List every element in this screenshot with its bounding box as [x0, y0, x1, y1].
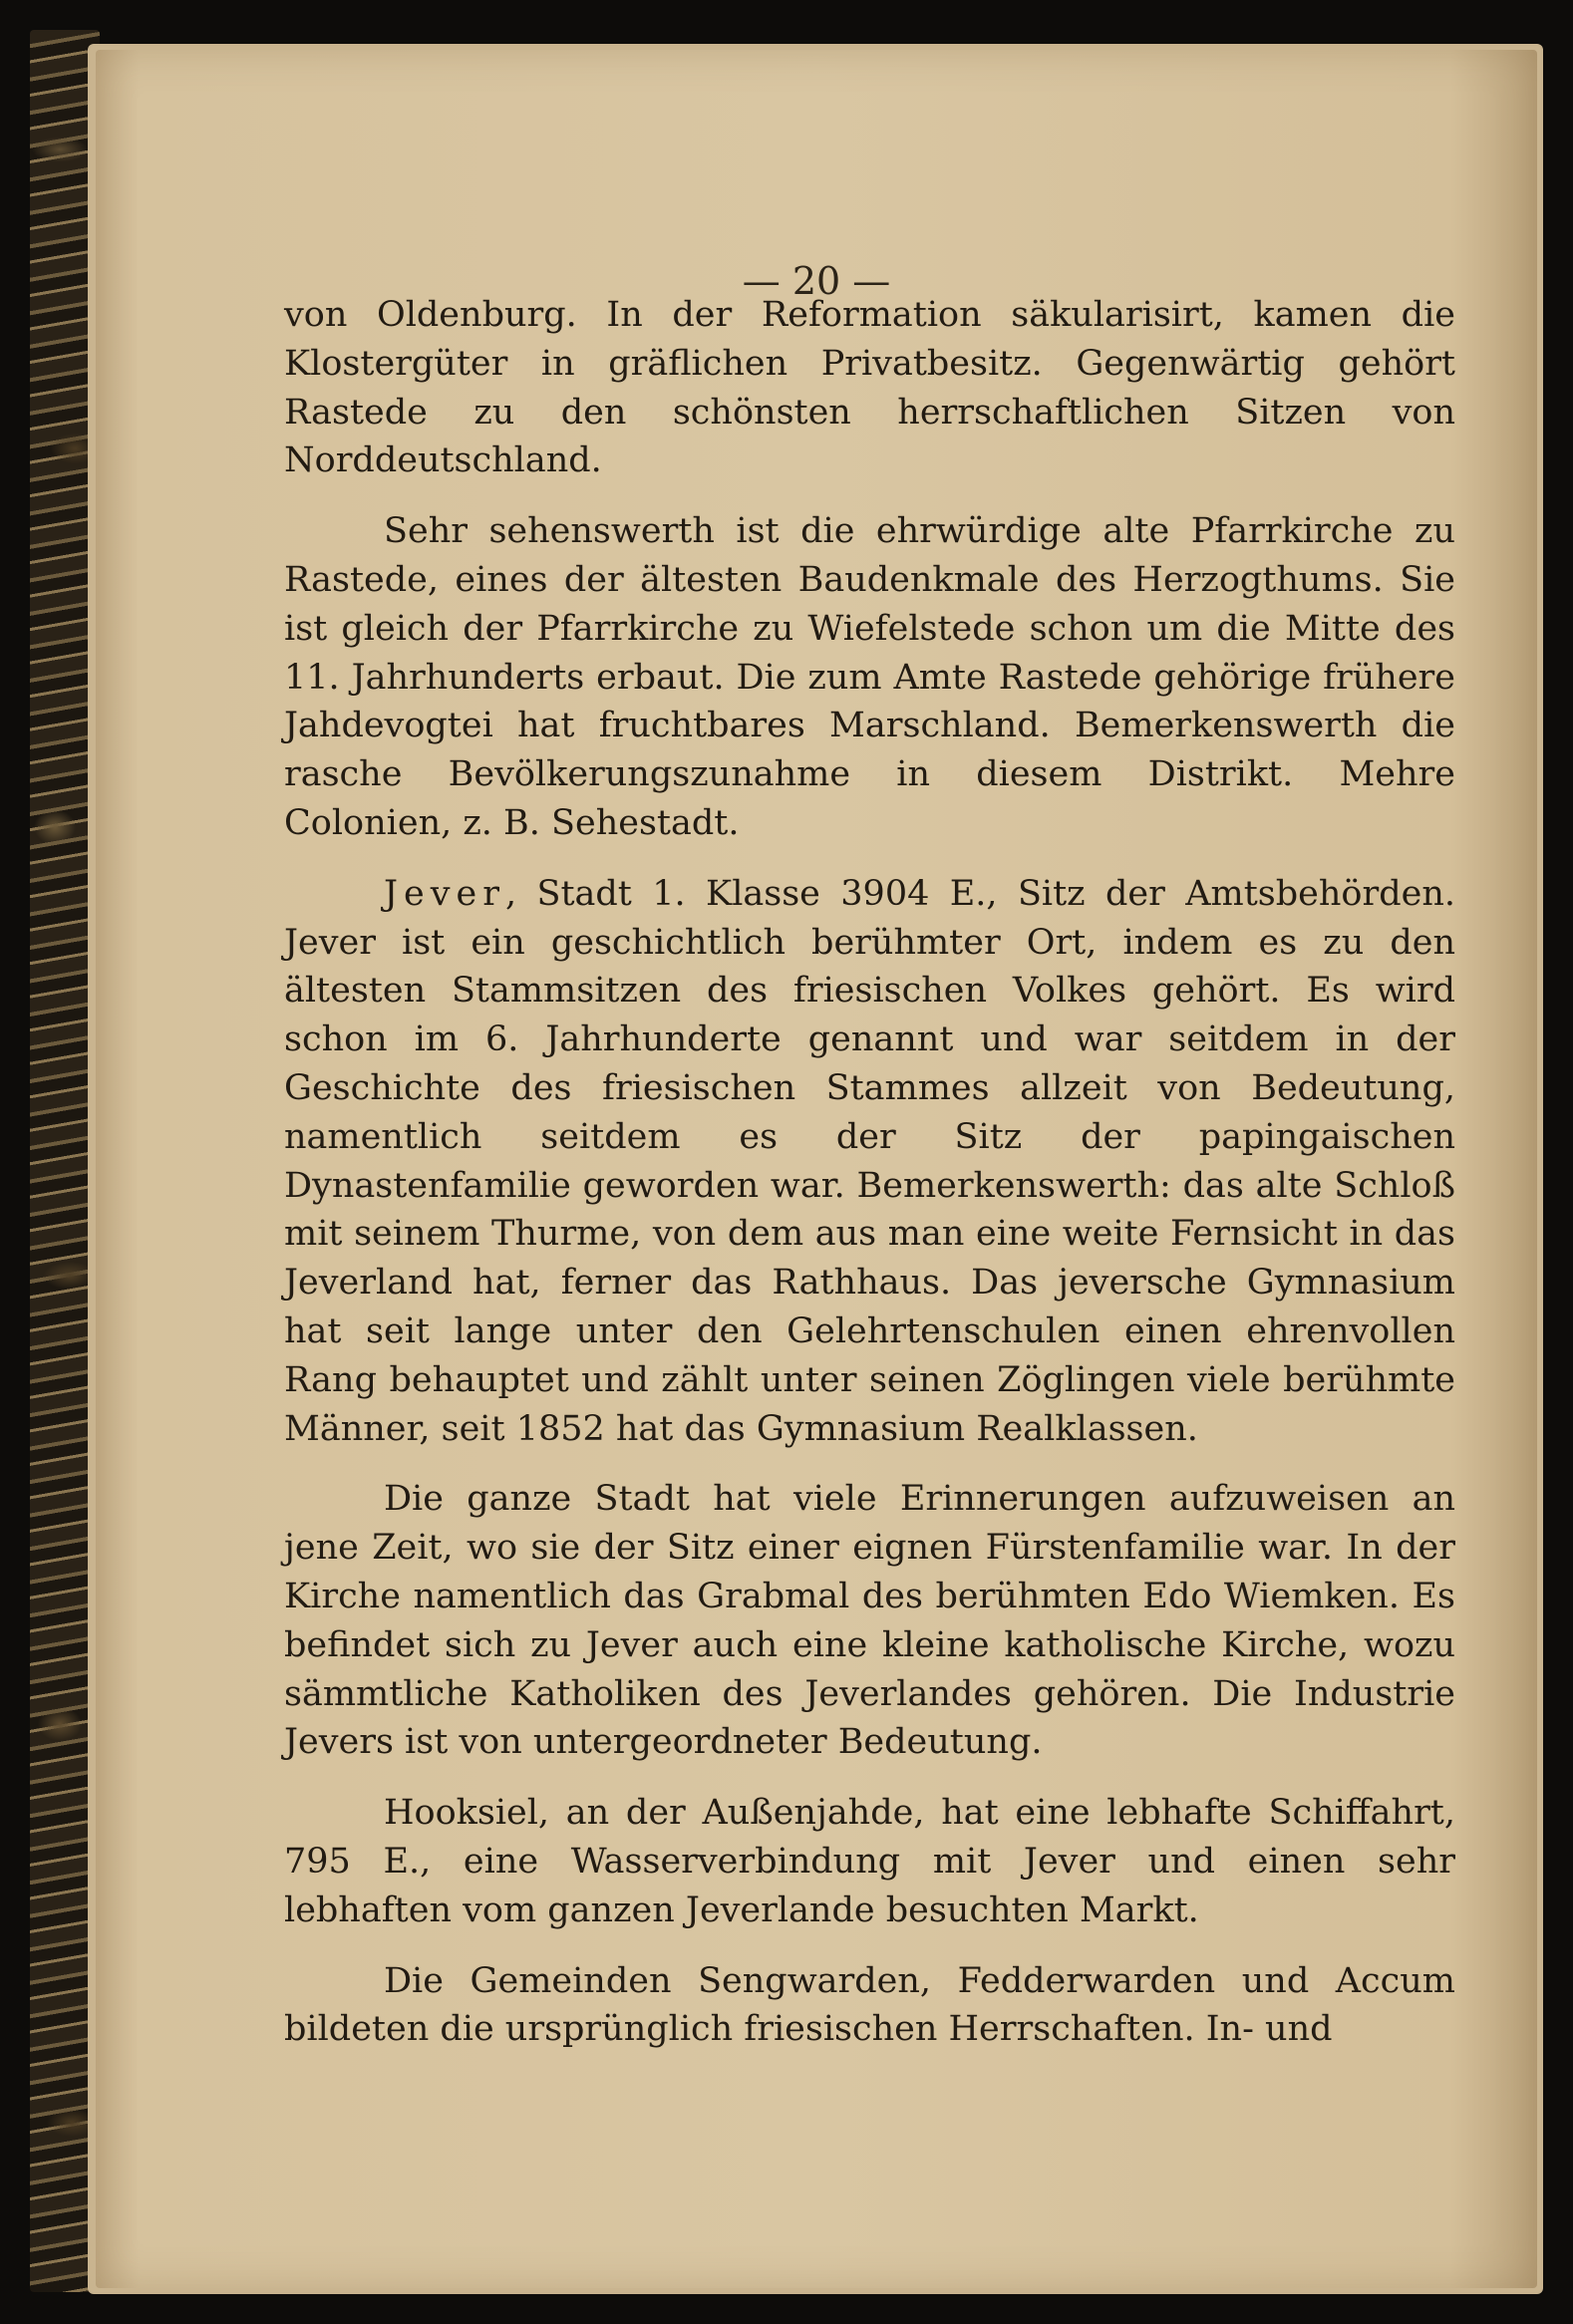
- page-text: [284, 291, 1455, 2054]
- paragraph-2: Sehr sehenswerth ist die ehrwürdige alte Pfarrkirche zu Rastede, eines der ältesten Baudenkmale des Herzogthums. Sie ist gleich der Pfarrkirche zu Wiefelstede schon um die Mitte des 11. Jahrhunderts erbaut. Die zum Amte Rastede gehörige frühere Jahdevogtei hat fruchtbares Marschland. Bemerkenswerth die rasche Bevölkerungszunahme in diesem Distrikt. Mehre Colonien, z. B. Sehestadt.: [284, 511, 1455, 843]
- paragraph-3: [284, 870, 1455, 1454]
- paragraph-1: von Oldenburg. In der Reformation säkularisirt, kamen die Klostergüter in gräflichen Privatbesitz. Gegenwärtig gehört Rastede zu den schönsten herrschaftlichen Sitzen von Norddeutschland.: [284, 295, 1455, 481]
- page-number: — 20 —: [742, 259, 891, 303]
- paragraph-6: Die Gemeinden Sengwarden, Fedderwarden und Accum bildeten die ursprünglich friesischen Herrschaften. In- und: [284, 1960, 1455, 2050]
- paragraph-5: Hooksiel, an der Außenjahde, hat eine lebhafte Schiffahrt, 795 E., eine Wasserverbindung mit Jever und einen sehr lebhaften vom ganzen Jeverlande besuchten Markt.: [284, 1793, 1455, 1930]
- paragraph-4: Die ganze Stadt hat viele Erinnerungen aufzuweisen an jene Zeit, wo sie der Sitz einer eignen Fürstenfamilie war. In der Kirche namentlich das Grabmal des berühmten Edo Wiemken. Es befindet sich zu Jever auch eine kleine katholische Kirche, wozu sämmtliche Katholiken des Jeverlandes gehören. Die Industrie Jevers ist von untergeordneter Bedeutung.: [284, 1479, 1455, 1763]
- place-name-jever: Jever: [384, 873, 505, 914]
- paragraph-3-body: , Stadt 1. Klasse 3904 E., Sitz der Amtsbehörden. Jever ist ein geschichtlich berühmter Ort, indem es zu den ältesten Stammsitzen des friesischen Volkes gehört. Es wird schon im 6. Jahrhunderte genannt und war seitdem in der Geschichte des friesischen Stammes allzeit von Bedeutung, namentlich seitdem es der Sitz der papingaischen Dynastenfamilie geworden war. Bemerkenswerth: das alte Schloß mit seinem Thurme, von dem aus man eine weite Fernsicht in das Jeverland hat, ferner das Rathhaus. Das jeversche Gymnasium hat seit lange unter den Gelehrtenschulen einen ehrenvollen Rang behauptet und zählt unter seinen Zöglingen viele berühmte Männer, seit 1852 hat das Gymnasium Realklassen.: [284, 873, 1455, 1449]
